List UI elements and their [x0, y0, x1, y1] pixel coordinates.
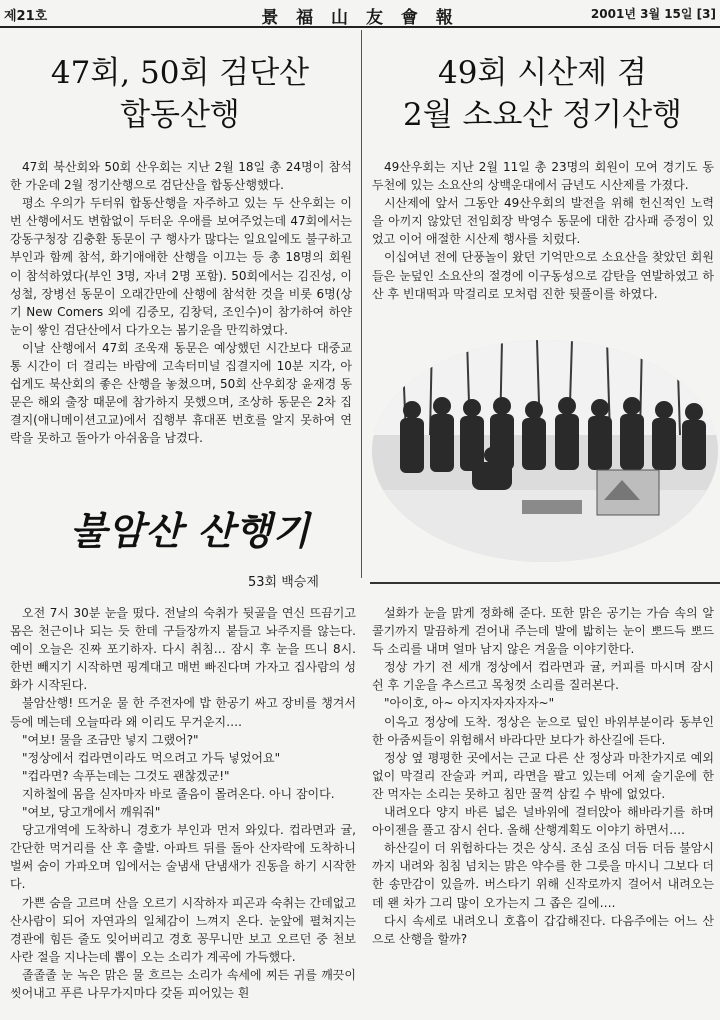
group-photo-snow-icon — [372, 340, 718, 562]
paragraph: 이십여년 전에 단풍놀이 왔던 기억만으로 소요산을 찾았던 회원들은 눈덮인 소요산의 절경에 이구동성으로 감탄을 연발하였고 하산 후 빈대떡과 막걸리로 모처럼 진한 뒷풀이를 하였다. — [372, 250, 714, 301]
paragraph: "여보, 당고개에서 깨워줘" — [22, 805, 161, 820]
issue-number: 제21호 — [4, 9, 48, 24]
article3-title: 불암산 산행기 — [70, 508, 311, 553]
newspaper-header — [0, 0, 720, 28]
article1-body — [10, 158, 352, 448]
paragraph: 내려오다 양지 바른 넓은 널바위에 걸터앉아 해바라기를 하며 아이젠을 풀고 잠시 쉰다. 올해 산행계획도 이야기 하면서…. — [372, 805, 714, 838]
article1-title-line1: 47회, 50회 검단산 — [50, 55, 310, 91]
date-page: 2001년 3월 15일 [3] — [590, 7, 716, 21]
paragraph: 하산길이 더 위험하다는 것은 상식. 조심 조심 더듬 더듬 불암시까지 내려와 침침 넘치는 맑은 약수를 한 그릇을 마시니 그보다 더한 송만감이 있을까. 버스타기 위해 신작로까지 걸어서 내려오는데 왠 차가 그리 많이 오가는지 그 좁은 길에…. — [372, 841, 714, 910]
paragraph: 오전 7시 30분 눈을 떴다. 전날의 숙취가 뒷골을 연신 뜨끔기고 몸은 천근이나 되는 듯 한데 구들장까지 붙들고 놔주지를 않는다. 예이 오늘은 진짜 포기하자. 다시 취침… 잠시 후 눈을 뜨니 8시. 한번 빼지기 시작하면 핑계대고 매번 빠진다며 가자고 집사람의 성화가 시작된다. — [10, 606, 356, 693]
article2-title-line2: 2월 소요산 정기산행 — [403, 97, 682, 133]
paragraph: 불암산행! 뜨거운 물 한 주전자에 밥 한공기 싸고 장비를 챙겨서 등에 메는데 오늘따라 왜 이리도 무거운지…. — [10, 696, 356, 729]
section-divider — [370, 582, 720, 584]
paragraph: 설화가 눈을 맑게 정화해 준다. 또한 맑은 공기는 가슴 속의 알콜기까지 말끔하게 걷어내 주는데 발에 밟히는 눈이 뽀드득 뽀드득 소리를 내며 얼마 남지 않은 겨울을 이야기한다. — [372, 606, 714, 657]
article1-title — [0, 52, 360, 136]
paragraph: "정상에서 컵라면이라도 먹으려고 가득 넣었어요" — [22, 750, 281, 765]
article3-column1 — [10, 604, 356, 1002]
paragraph: 졸졸졸 눈 녹은 맑은 물 흐르는 소리가 속세에 찌든 귀를 깨끗이 씻어내고 푸른 나무가지마다 갖돋 피어있는 흰 — [10, 967, 356, 1000]
article2-body — [372, 158, 714, 303]
article1-title-line2: 합동산행 — [120, 97, 240, 133]
article3-author: 53회 백승제 — [248, 575, 319, 590]
paragraph: "컵라면? 속푸는데는 그것도 괜찮겠군!" — [22, 768, 230, 783]
paper-name: 景 福 山 友 會 報 — [261, 8, 459, 28]
paragraph: 49산우회는 지난 2월 11일 총 23명의 회원이 모여 경기도 동두천에 있는 소요산의 상백운대에서 금년도 시산제를 가졌다. — [372, 160, 714, 193]
group-photo — [372, 340, 718, 562]
paragraph: 시산제에 앞서 그동안 49산우회의 발전을 위해 헌신적인 노력을 아끼지 않았던 전임회장 박영수 동문에 대한 감사패 증정이 있었고 이어 애절한 시산제 행사를 치렀다. — [372, 196, 714, 247]
paragraph: 다시 속세로 내려오니 호흡이 갑갑해진다. 다음주에는 어느 산으로 산행을 할까? — [372, 913, 714, 946]
paragraph: 가쁜 숨을 고르며 산을 오르기 시작하자 피곤과 숙취는 간데없고 산사람이 되어 자연과의 일체감이 느껴지 온다. 눈앞에 펼쳐지는 경관에 힘든 줄도 잊어버리고 경호 꽁무니만 보고 오르던 중 천보사란 절을 지나는데 뽑이 오는 소리가 계곡에 가득했다. — [10, 895, 356, 964]
paragraph: "여보! 물을 조금만 넣지 그랬어?" — [22, 732, 199, 747]
article3-column2 — [372, 604, 714, 948]
paragraph: 당고개역에 도착하니 경호가 부인과 먼저 와있다. 컵라면과 귤, 간단한 먹거리를 산 후 출발. 아파트 뒤를 돌아 산자락에 도착하니 벌써 숨이 가파오며 입에서는 술냄새 단냄새가 진동을 하기 시작한다. — [10, 823, 356, 892]
column-divider — [361, 30, 362, 578]
paragraph: 지하철에 몸을 싣자마자 바로 졸음이 몰려온다. 아니 잠이다. — [22, 786, 335, 801]
article2-title — [365, 52, 720, 136]
article2-title-line1: 49회 시산제 겸 — [438, 55, 647, 91]
paragraph: 이윽고 정상에 도착. 정상은 눈으로 덮인 바위부분이라 동부인한 아줌씨들이 위험해서 바라다만 보다가 하산길에 든다. — [372, 714, 714, 747]
paragraph: 정상 가기 전 세개 정상에서 컵라면과 귤, 커피를 마시며 잠시 쉰 후 기운을 추스르고 목청껏 소리를 질러본다. — [372, 660, 714, 693]
paragraph: 정상 옆 평평한 곳에서는 근교 다른 산 정상과 마찬가지로 예외없이 막걸리 잔술과 커피, 라면을 팔고 있는데 어제 술기운에 한 잔 먹자는 소리는 못하고 침만 꿀꺽 삼킬 수 밖에 없었다. — [372, 750, 714, 801]
paragraph: "아이호, 아~ 아지자자자자자~" — [384, 696, 555, 711]
paragraph: 평소 우의가 두터워 합동산행을 자주하고 있는 두 산우회는 이번 산행에서도 변함없이 두터운 우애를 보여주었는데 47회에서는 강동구청장 김충환 동문이 구 행사가 많다는 일요일에도 불구하고 부인과 함께 참석, 화기애애한 산행을 이끄는 등 총 18명의 회원이 참석하였다(부인 3명, 자녀 2명 포함). 50회에서는 김진성, 이성철, 장병선 동문이 오래간만에 산행에 참석한 것을 비롯 6명(상기 New Comers 외에 김중모, 김창덕, 조인수)이 참가하여 하얀 눈이 쌓인 검단산에서 다가오는 봄기운을 만끽하였다. — [10, 196, 352, 337]
paragraph: 47회 북산회와 50회 산우회는 지난 2월 18일 총 24명이 참석한 가운데 2월 정기산행으로 검단산을 합동산행했다. — [10, 160, 352, 193]
paragraph: 이날 산행에서 47회 조욱재 동문은 예상했던 시간보다 대중교통 시간이 더 걸리는 바람에 고속터미널 집결지에 10분 지각, 아쉽게도 북산회의 좋은 산행을 놓쳤으며, 50회 산우회장 윤재경 동문은 해외 출장 때문에 참가하지 못했으며, 조상하 동문은 2차 집결지(애니메이션고교)에서 집행부 휴대폰 번호를 알지 못하여 연락을 못하고 돌아가 아쉬움을 남겼다. — [10, 340, 352, 446]
